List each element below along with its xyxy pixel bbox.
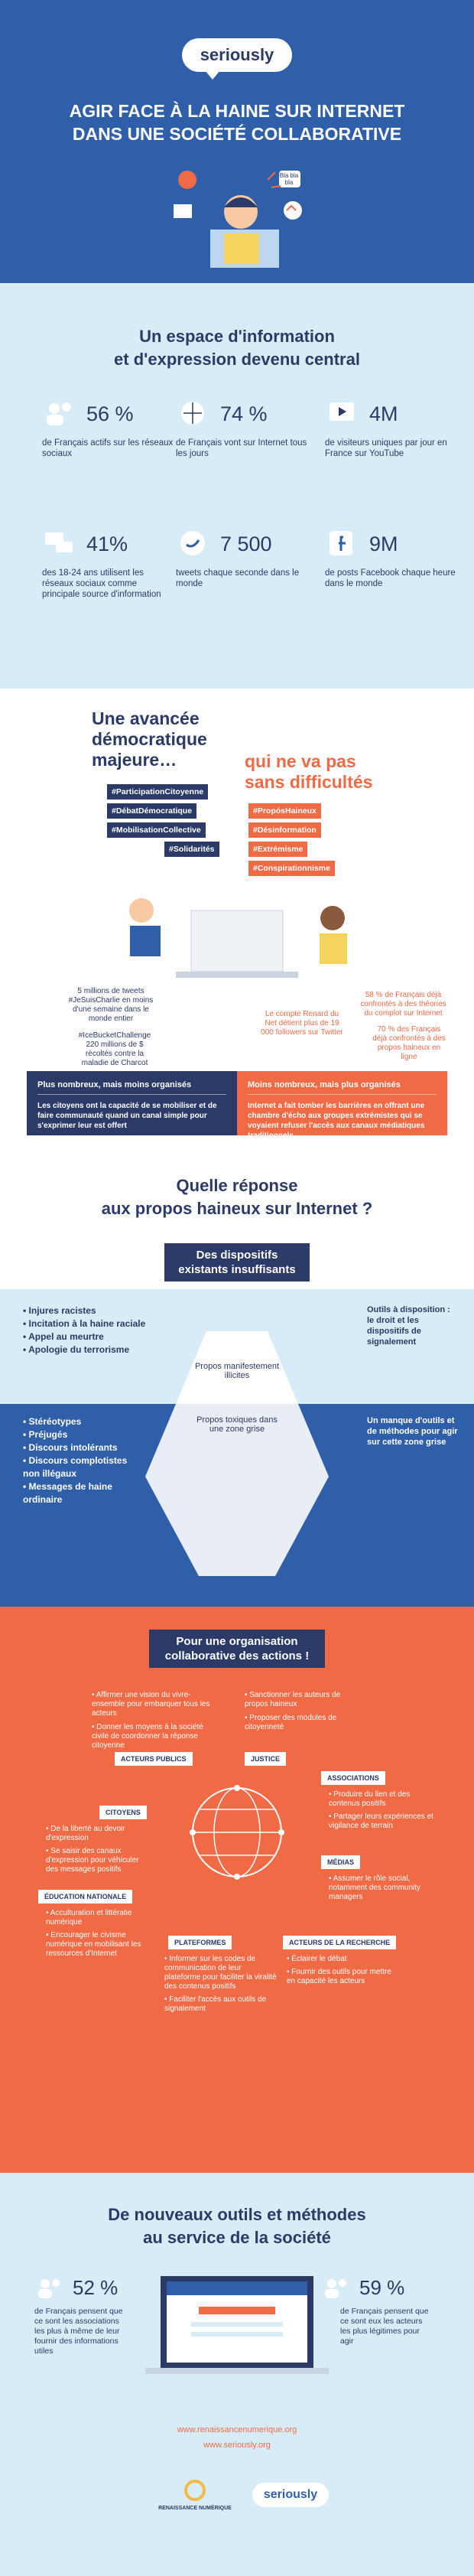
logo-text: RENAISSANCE NUMÉRIQUE <box>158 2506 232 2511</box>
section-title <box>0 1174 474 1220</box>
title-line: Un espace d'information <box>139 327 335 346</box>
list-item: • Faciliter l'accès aux outils de signalement <box>164 1995 279 2014</box>
logo-text: seriously <box>263 2488 318 2501</box>
organisation-section <box>0 1607 474 2173</box>
stat-text: de posts Facebook chaque heure dans le monde <box>325 568 456 588</box>
stat-text: des 18-24 ans utilisent les réseaux sociaux comme principale source d'information <box>42 568 161 599</box>
hashtag: #DébatDémocratique <box>107 803 196 819</box>
stat-number: 7 500 <box>220 532 272 555</box>
label-platforms: PLATEFORMES <box>168 1936 232 1949</box>
label-justice: JUSTICE <box>245 1752 286 1766</box>
list-item: • Appel au meurtre <box>23 1330 145 1343</box>
demo-title-left <box>92 708 245 770</box>
renaissance-logo-icon <box>183 2479 206 2502</box>
globe-icon <box>176 398 211 428</box>
iceberg-section <box>0 1140 474 1607</box>
title-line: Quelle réponse <box>176 1176 298 1195</box>
renaissance-logo <box>153 2479 237 2511</box>
title-line: Une avancée <box>92 708 200 728</box>
tab-line: Des dispositifs <box>196 1249 278 1262</box>
stat-text: de Français actifs sur les réseaux sociaux <box>42 438 174 458</box>
note-right-top: Outils à disposition : le droit et les dispositifs de signalement <box>367 1305 450 1347</box>
list-above <box>23 1304 145 1356</box>
box-heading: Plus nombreux, mais moins organisés <box>37 1080 226 1095</box>
section-tab <box>149 1630 325 1668</box>
note: 58 % de Français déjà confrontés à des théories du complot sur Internet <box>360 991 446 1018</box>
list-item: • Proposer des modules de citoyenneté <box>245 1714 359 1732</box>
stat-number: 4M <box>369 402 398 425</box>
section-title <box>0 2203 474 2249</box>
note: Le compte Renard du Net détient plus de 19 000 followers sur Twitter <box>261 1010 343 1037</box>
link-renaissance[interactable]: www.renaissancenumerique.org <box>177 2425 297 2434</box>
public-actors-text <box>92 1691 222 1750</box>
education-text <box>46 1909 153 1959</box>
list-item: • Assumer le rôle social, notamment des community managers <box>329 1874 436 1902</box>
research-text <box>287 1955 394 1986</box>
platforms-text <box>164 1955 279 2014</box>
stat-number: 41% <box>86 532 128 555</box>
list-item: • Encourager le civisme numérique en mobilisant les ressources d'Internet <box>46 1931 153 1959</box>
hashtag: #Désinformation <box>248 822 321 838</box>
title-line: démocratique <box>92 729 207 749</box>
tools-section <box>0 2173 474 2576</box>
hashtag: #MobilisationCollective <box>107 822 206 838</box>
stat-text: de Français pensent que ce sont les associations les plus à même de leur fournir des informations utiles <box>34 2307 123 2356</box>
list-item: • Éclairer le débat <box>287 1955 394 1964</box>
info-box-orange <box>237 1071 447 1140</box>
note: #IceBucketChallenge 220 millions de $ récoltés contre la maladie de Charcot <box>78 1031 151 1067</box>
associations-text <box>329 1790 436 1831</box>
info-box-blue <box>27 1071 237 1135</box>
label-media: MÉDIAS <box>321 1855 360 1869</box>
people-icon <box>34 2276 65 2301</box>
box-text: Internet a fait tomber les barrières en offrant une chambre d'écho aux groupes extrémistes qui se voyaient refuser l'accès aux canaux médiatiques traditionnels <box>248 1102 425 1140</box>
list-item: • De la liberté au devoir d'expression <box>46 1825 153 1843</box>
list-item: • Discours complotistes non illégaux <box>23 1454 145 1480</box>
title-line: au service de la société <box>143 2228 331 2247</box>
laptops-illustration <box>115 880 359 995</box>
facebook-icon <box>325 528 360 559</box>
media-text <box>329 1874 436 1902</box>
hashtag: #Conspirationnisme <box>248 861 335 876</box>
tab-line: Pour une organisation <box>176 1635 298 1648</box>
list-item: • Préjugés <box>23 1428 145 1441</box>
box-text: Les citoyens ont la capacité de se mobiliser et de faire communauté quand un canal simple pour s'exprimer leur est offert <box>37 1102 217 1130</box>
logo-text: seriously <box>200 45 274 64</box>
label-citizens: CITOYENS <box>99 1806 147 1819</box>
section-tab <box>164 1243 310 1281</box>
justice-text <box>245 1691 359 1732</box>
list-item: • Sanctionner les auteurs de propos haineux <box>245 1691 359 1709</box>
democratic-section <box>0 689 474 1140</box>
citizens-text <box>46 1825 153 1874</box>
list-item: • Acculturation et littératie numérique <box>46 1909 153 1927</box>
stat-number: 59 % <box>359 2276 405 2299</box>
hashtag: #PropósHaineux <box>248 803 321 819</box>
network-globe-icon <box>183 1779 291 1886</box>
label-research: ACTEURS DE LA RECHERCHE <box>283 1936 396 1949</box>
title-line: sans difficultés <box>245 772 373 792</box>
list-item: • Fournir des outils pour mettre en capacité les acteurs <box>287 1968 394 1986</box>
list-item: • Incitation à la haine raciale <box>23 1317 145 1330</box>
hashtag: #ParticipationCitoyenne <box>107 784 208 800</box>
box-heading: Moins nombreux, mais plus organisés <box>248 1080 437 1095</box>
video-icon <box>325 398 360 428</box>
title-line: et d'expression devenu central <box>114 350 360 369</box>
stat-text: de visiteurs uniques par jour en France sur YouTube <box>325 438 447 458</box>
title-line-1: AGIR FACE À LA HAINE SUR INTERNET <box>69 101 405 121</box>
list-item: • Donner les moyens à la société civile de coordonner la réponse citoyenne <box>92 1723 222 1750</box>
iceberg-label-top: Propos manifestement illicites <box>194 1362 280 1380</box>
title-line: De nouveaux outils et méthodes <box>108 2205 366 2224</box>
title-line-2: DANS UNE SOCIÉTÉ COLLABORATIVE <box>72 124 402 144</box>
list-item: • Se saisir des canaux d'expression pour véhiculer des messages positifs <box>46 1847 153 1874</box>
twitter-icon <box>176 528 211 559</box>
note: 70 % des Français déjà confrontés à des propos haineux en ligne <box>372 1025 446 1061</box>
list-below <box>23 1415 145 1506</box>
stat-number: 74 % <box>220 402 268 425</box>
bla-bubble: Bla bla bla <box>279 172 299 186</box>
stat-number: 52 % <box>73 2276 118 2299</box>
chat-icon <box>42 528 77 559</box>
list-item: • Produire du lien et des contenus positifs <box>329 1790 436 1809</box>
list-item: • Injures racistes <box>23 1304 145 1317</box>
list-item: • Partager leurs expériences et vigilance de terrain <box>329 1812 436 1831</box>
stat-text: tweets chaque seconde dans le monde <box>176 568 300 588</box>
label-associations: ASSOCIATIONS <box>321 1771 385 1785</box>
hashtag: #Solidarités <box>164 842 219 857</box>
list-item: • Messages de haine ordinaire <box>23 1480 145 1506</box>
list-item: • Affirmer une vision du vivre-ensemble pour embarquer tous les acteurs <box>92 1691 222 1718</box>
tab-line: existants insuffisants <box>178 1263 296 1276</box>
list-item: • Informer sur les codes de communication de leur plateforme pour faciliter la viralité des contenus positifs <box>164 1955 279 1991</box>
section-title <box>0 325 474 371</box>
list-item: • Stéréotypes <box>23 1415 145 1428</box>
note: 5 millions de tweets #JeSuisCharlie en moins d'une semaine dans le monde entier <box>68 987 154 1023</box>
hero-section <box>0 0 474 283</box>
iceberg-label-bottom: Propos toxiques dans une zone grise <box>196 1415 278 1434</box>
stat-number: 56 % <box>86 402 134 425</box>
stat-text: de Français vont sur Internet tous les jours <box>176 438 307 458</box>
page-title <box>0 99 474 145</box>
title-line: majeure… <box>92 750 177 770</box>
people-icon <box>42 398 77 428</box>
link-seriously[interactable]: www.seriously.org <box>203 2441 271 2450</box>
list-item: • Apologie du terrorisme <box>23 1343 145 1356</box>
hashtag: #Extrémisme <box>248 842 307 857</box>
laptop-screenshot-illustration <box>145 2272 329 2379</box>
stat-text: de Français pensent que ce sont eux les acteurs les plus légitimes pour agir <box>340 2307 429 2346</box>
title-line: aux propos haineux sur Internet ? <box>101 1199 373 1218</box>
title-line: qui ne va pas <box>245 751 356 771</box>
note-right-bottom: Un manque d'outils et de méthodes pour agir sur cette zone grise <box>367 1416 458 1447</box>
label-public-actors: ACTEURS PUBLICS <box>115 1752 193 1766</box>
list-item: • Discours intolérants <box>23 1441 145 1454</box>
demo-title-right <box>245 751 398 793</box>
stats-section <box>0 283 474 689</box>
label-education: ÉDUCATION NATIONALE <box>38 1890 132 1904</box>
tab-line: collaborative des actions ! <box>164 1649 310 1663</box>
seriously-footer-logo <box>252 2483 329 2507</box>
stat-number: 9M <box>369 532 398 555</box>
seriously-logo <box>182 38 292 72</box>
